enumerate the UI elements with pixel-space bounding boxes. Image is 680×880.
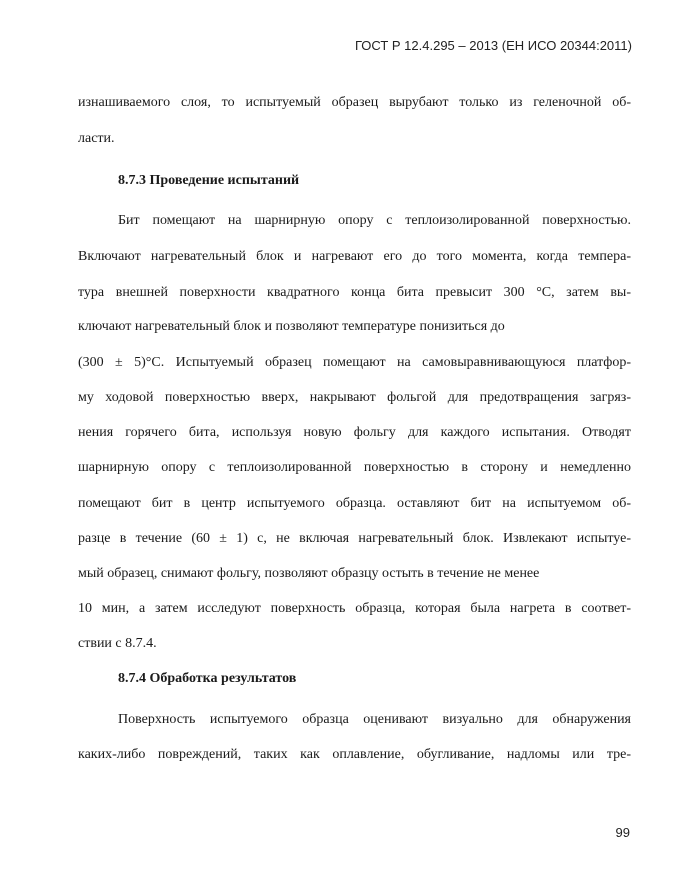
body-text-line: каких-либо повреждений, таких как оплавление, обугливание, надломы или тре- [78, 747, 631, 762]
section-heading-8-7-3: 8.7.3 Проведение испытаний [118, 173, 300, 188]
body-text-line: му ходовой поверхностью вверх, накрывают фольгой для предотвращения загряз- [78, 390, 631, 405]
body-text-line: шарнирную опору с теплоизолированной поверхностью в сторону и немедленно [78, 460, 631, 475]
body-text-line: изнашиваемого слоя, то испытуемый образец вырубают только из геленочной об- [78, 95, 631, 110]
body-text-line: тура внешней поверхности квадратного конца бита превысит 300 °С, затем вы- [78, 285, 631, 300]
section-heading-8-7-4: 8.7.4 Обработка результатов [118, 671, 297, 686]
body-text-line: разце в течение (60 ± 1) с, не включая нагревательный блок. Извлекают испытуе- [78, 531, 631, 546]
body-text-line: Бит помещают на шарнирную опору с теплоизолированной поверхностью. [118, 213, 631, 228]
body-text-line: нения горячего бита, используя новую фольгу для каждого испытания. Отводят [78, 425, 631, 440]
body-text-line: ласти. [78, 131, 115, 146]
body-text-line: 10 мин, а затем исследуют поверхность образца, которая была нагрета в соответ- [78, 601, 631, 616]
body-text-line: Поверхность испытуемого образца оценивают визуально для обнаружения [118, 712, 631, 727]
body-text-line: помещают бит в центр испытуемого образца. оставляют бит на испытуемом об- [78, 496, 631, 511]
body-text-line: ствии с 8.7.4. [78, 636, 157, 651]
page-number: 99 [615, 825, 630, 840]
body-text-line: (300 ± 5)°С. Испытуемый образец помещают на самовыравнивающуюся платфор- [78, 355, 631, 370]
body-text-line: мый образец, снимают фольгу, позволяют образцу остыть в течение не менее [78, 566, 540, 581]
body-text-line: Включают нагревательный блок и нагревают его до того момента, когда темпера- [78, 249, 631, 264]
body-text-line: ключают нагревательный блок и позволяют температуре понизиться до [78, 319, 505, 334]
document-header: ГОСТ Р 12.4.295 – 2013 (ЕН ИСО 20344:2011) [354, 38, 632, 53]
